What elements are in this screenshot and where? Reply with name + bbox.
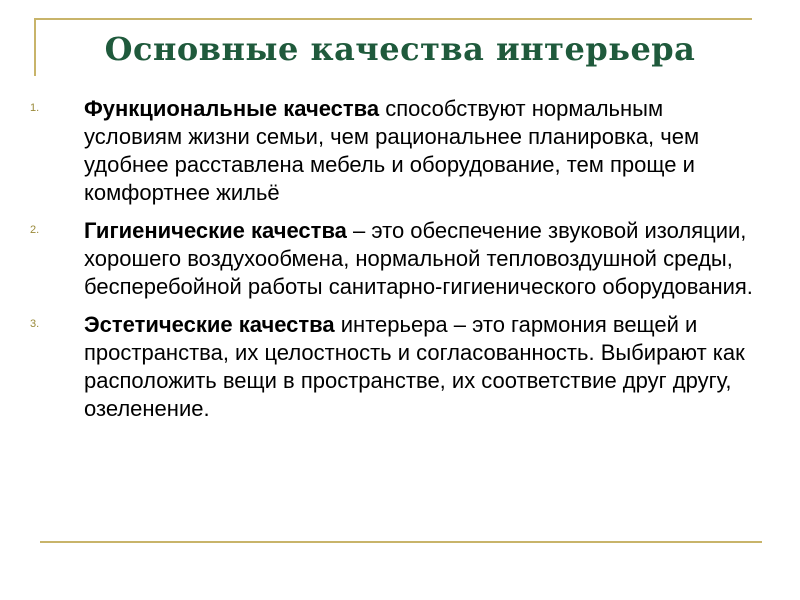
decorative-bottom-line [40, 541, 762, 543]
list-item-1 [30, 95, 760, 207]
list-item-term: Эстетические качества [84, 312, 335, 337]
decorative-top-line [34, 18, 752, 20]
list-item-text: интерьера – это гармония вещей и пространства, их целостность и согласованность. Выбирают как расположить вещи в пространстве, их соответствие друг другу, озеленение. [84, 312, 745, 421]
list-item-3 [30, 311, 760, 423]
list-item-2 [30, 217, 760, 301]
list-item-term: Гигиенические качества [84, 218, 347, 243]
list-number: 2. [30, 224, 40, 236]
list-item-term: Функциональные качества [84, 96, 380, 121]
list-item-text: – это обеспечение звуковой изоляции, хорошего воздухообмена, нормальной тепловоздушной среды, бесперебойной работы санитарно-гигиенического оборудования. [84, 218, 753, 299]
numbered-list [30, 95, 760, 433]
decorative-left-line [34, 18, 36, 76]
slide-title: Основные качества интерьера [104, 30, 696, 68]
list-number: 1. [30, 102, 40, 114]
list-item-text: способствуют нормальным условиям жизни семьи, чем рациональнее планировка, чем удобнее расставлена мебель и оборудование, тем проще и комфортнее жильё [84, 96, 700, 205]
list-number: 3. [30, 318, 40, 330]
